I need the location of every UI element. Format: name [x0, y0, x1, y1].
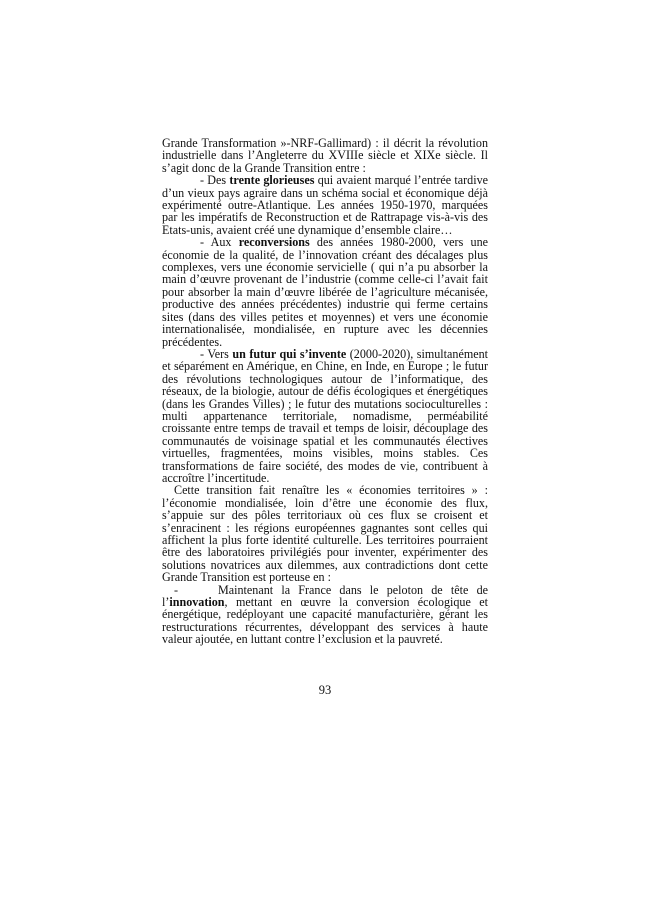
transition-paragraph: Cette transition fait renaître les « économies territoires » : l’économie mondialisée, loin d’être une économie des flux, s’appuie sur des pôles territoriaux où ces flux se croisent et s’enracinent : les régions européennes gagnantes sont celles qui affichent la plus forte identité culturelle. Les territoires pourraient être des laboratoires privilégiés pour inventer, expérimenter des solutions novatrices aux dilemmes, aux contradictions dont cette Grande Transition est porteuse en :	[162, 483, 488, 585]
item-text: , mettant en œuvre la conversion écologique et énergétique, redéployant une capacité manufacturière, gérant les restructurations récurrentes, développant des services à haute valeur ajoutée, en luttant contre l’exclusion et la pauvreté.	[162, 595, 488, 647]
page-number: 93	[318, 683, 332, 697]
item-text: qui avaient marqué l’entrée tardive d’un vieux pays agraire dans un schéma social et économique déjà expérimenté outre-Atlantique. Les années 1950-1970, marquées par les impératifs de Reconstruction et de Rattrapage vis-à-vis des Etats-unis, avaient créé une dynamique d’ensemble claire…	[162, 173, 488, 237]
item-prefix: - Aux	[200, 235, 239, 250]
item-dash: -	[174, 582, 179, 597]
page-body	[162, 137, 488, 646]
item-keyword: trente glorieuses	[229, 173, 315, 188]
item-keyword: innovation	[169, 595, 225, 610]
list-item-futur	[162, 348, 488, 484]
list-item-trente-glorieuses	[162, 174, 488, 236]
item-text: des années 1980-2000, vers une économie de la qualité, de l’innovation créant des décalages plus complexes, vers une économie servicielle ( qui n’a pu absorber la main d’œuvre provenant de l’industrie (comme celle-ci l’avait fait pour absorber la main d’œuvre libérée de l’agriculture mécanisée, productive des années précédentes) industrie qui ferme certains sites (dans des villes petites et moyennes) et vers une économie internationalisée, mondialisée, en rupture avec les décennies précédentes.	[162, 235, 488, 349]
item-text: (2000-2020), simultanément et séparément en Amérique, en Chine, en Inde, en Europe ; le futur des révolutions technologiques autour de l’informatique, des réseaux, de la biologie, autour de défis écologiques et énergétiques (dans les Grandes Villes) ; le futur des mutations socioculturelles : multi appartenance territoriale, nomadisme, perméabilité croissante entre temps de travail et temps de loisir, découplage des communautés de voisinage spatial et les communautés électives virtuelles, fragmentées, moins visibles, moins stables. Ces transformations de faire société, des modes de vie, contribuent à accroître l’incertitude.	[162, 346, 488, 485]
item-keyword: reconversions	[238, 235, 310, 250]
list-item-innovation	[162, 584, 488, 646]
intro-paragraph: Grande Transformation »-NRF-Gallimard) : il décrit la révolution industrielle dans l’Angleterre du XVIIIe siècle et XIXe siècle. Il s’agit donc de la Grande Transition entre :	[162, 136, 488, 175]
item-prefix: - Vers	[200, 346, 233, 361]
item-prefix: Maintenant la France dans le peloton de tête de l’	[162, 582, 488, 610]
item-prefix: - Des	[200, 173, 230, 188]
list-item-reconversions	[162, 236, 488, 348]
item-keyword: un futur qui s’invente	[232, 346, 347, 361]
